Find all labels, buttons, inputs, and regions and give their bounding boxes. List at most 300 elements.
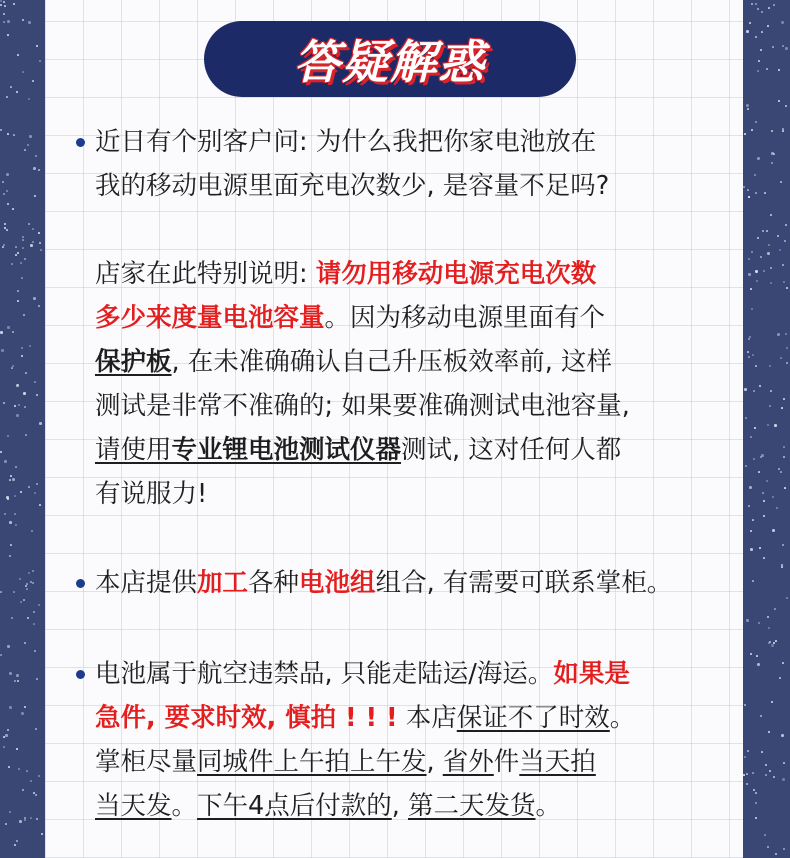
star-speck [7, 645, 10, 648]
star-speck [772, 46, 774, 48]
star-speck [746, 30, 749, 33]
star-speck [768, 7, 770, 9]
star-speck [9, 672, 12, 675]
text-line [95, 259, 596, 289]
star-speck [753, 458, 755, 460]
star-speck [9, 555, 11, 557]
star-speck [767, 252, 770, 255]
text-line [95, 791, 561, 821]
highlight-text: 多少来度量电池容量 [95, 303, 325, 333]
body-text: 下午4点后付款的 [197, 791, 392, 821]
star-speck [28, 223, 30, 225]
star-speck [24, 149, 26, 151]
star-speck [770, 282, 772, 284]
star-speck [767, 846, 769, 848]
bullet-dot [76, 138, 85, 147]
star-speck [748, 356, 750, 358]
star-speck [766, 480, 768, 482]
star-speck [770, 390, 772, 392]
star-speck [0, 129, 2, 131]
body-text: 件 [493, 747, 520, 777]
star-speck [763, 557, 765, 559]
star-speck [7, 133, 9, 135]
star-speck [760, 49, 762, 51]
star-speck [755, 270, 758, 273]
star-speck [2, 181, 4, 183]
star-speck [20, 262, 22, 264]
star-speck [752, 580, 754, 582]
text-line [95, 347, 612, 377]
star-speck [34, 650, 36, 652]
star-speck [32, 241, 34, 243]
star-speck [8, 766, 10, 768]
star-speck [752, 772, 754, 774]
star-speck [761, 31, 763, 33]
star-speck [764, 192, 766, 194]
star-speck [6, 190, 8, 192]
body-text: 测试是非常不准确的; 如果要准确测试电池容量, [95, 391, 630, 421]
star-speck [30, 244, 33, 247]
star-speck [38, 775, 40, 777]
star-speck [32, 570, 34, 572]
star-speck [786, 287, 788, 289]
star-speck [781, 407, 783, 409]
star-speck [768, 642, 770, 644]
star-speck [21, 712, 24, 715]
star-speck [33, 623, 35, 625]
star-speck [786, 347, 788, 349]
star-speck [7, 203, 9, 205]
star-speck [14, 405, 16, 407]
star-speck [758, 471, 760, 473]
star-speck [744, 704, 746, 706]
star-speck [763, 270, 765, 272]
star-speck [744, 133, 746, 135]
star-speck [781, 566, 783, 568]
star-speck [29, 135, 32, 138]
star-speck [18, 404, 20, 406]
star-speck [6, 229, 8, 231]
star-speck [757, 237, 759, 239]
star-speck [21, 347, 23, 349]
star-speck [35, 728, 37, 730]
star-speck [777, 235, 779, 237]
body-text: , [391, 791, 408, 821]
star-speck [17, 252, 19, 254]
page-title: 答疑解惑 [294, 35, 486, 89]
star-speck [0, 4, 2, 6]
star-speck [36, 45, 38, 47]
star-speck [766, 68, 768, 70]
star-speck [749, 22, 751, 24]
star-speck [748, 505, 750, 507]
star-speck [12, 208, 14, 210]
star-speck [11, 617, 13, 619]
highlight-text: 电池组 [299, 568, 376, 598]
text-line [95, 747, 596, 777]
star-speck [764, 834, 766, 836]
star-speck [6, 96, 8, 98]
body-text: 保护板 [95, 347, 172, 377]
star-speck [778, 468, 780, 470]
star-speck [16, 840, 18, 842]
star-speck [38, 604, 40, 606]
star-speck [778, 100, 780, 102]
star-speck [4, 5, 6, 7]
star-speck [767, 25, 769, 27]
star-speck [750, 436, 752, 438]
star-speck [27, 144, 29, 146]
star-speck [757, 157, 760, 160]
text-line [95, 568, 672, 598]
star-speck [14, 495, 16, 497]
body-text: , 在未准确确认自己升压板效率前, 这样 [171, 347, 612, 377]
star-speck [755, 3, 757, 5]
star-speck [39, 242, 41, 244]
star-speck [30, 581, 32, 583]
star-speck [782, 544, 784, 546]
star-speck [18, 768, 20, 770]
star-speck [770, 267, 772, 269]
star-speck [13, 591, 15, 593]
star-speck [782, 778, 785, 781]
star-speck [19, 578, 21, 580]
star-speck [7, 20, 10, 23]
star-speck [761, 454, 764, 457]
star-speck [771, 701, 773, 703]
star-speck [28, 572, 30, 574]
star-speck [761, 751, 763, 753]
star-speck [30, 780, 32, 782]
star-speck [755, 36, 757, 38]
star-speck [24, 258, 26, 260]
star-speck [751, 129, 753, 131]
star-speck [24, 406, 26, 408]
star-speck [745, 465, 747, 467]
body-text: 本店 [397, 703, 457, 733]
star-speck [749, 486, 752, 489]
body-text: 组合, 有需要可联系掌柜。 [375, 568, 673, 598]
highlight-text: 如果是 [553, 659, 630, 689]
star-speck [782, 662, 784, 664]
star-speck [4, 223, 6, 225]
star-speck [15, 254, 17, 256]
body-text: 。因为移动电源里面有个 [324, 303, 606, 333]
star-speck [771, 152, 774, 155]
star-speck [0, 451, 2, 453]
star-speck [10, 544, 12, 546]
star-speck [20, 601, 22, 603]
star-speck [760, 715, 762, 717]
star-speck [15, 246, 17, 248]
star-speck [752, 354, 754, 356]
star-speck [5, 734, 8, 737]
star-speck [13, 134, 15, 136]
body-text: 请使用 [95, 435, 172, 465]
star-speck [746, 783, 748, 785]
star-speck [14, 844, 16, 846]
body-text: 掌柜尽量 [95, 747, 198, 777]
star-speck [33, 297, 36, 300]
star-speck [748, 196, 750, 198]
star-speck [38, 169, 40, 171]
star-speck [22, 239, 24, 241]
star-speck [786, 597, 788, 599]
star-speck [771, 162, 773, 164]
text-line [95, 303, 605, 333]
text-line [95, 435, 621, 465]
star-speck [26, 770, 28, 772]
text-line [95, 127, 596, 157]
star-speck [786, 362, 788, 364]
star-speck [9, 479, 11, 481]
star-speck [769, 405, 771, 407]
highlight-text: 急件, 要求时效, 慎拍 ! ! ! [95, 703, 398, 733]
star-speck [32, 228, 34, 230]
body-text: 我的移动电源里面充电次数少, 是容量不足吗? [95, 171, 610, 201]
star-speck [756, 655, 758, 657]
star-speck [13, 3, 15, 5]
star-speck [758, 60, 760, 62]
star-speck [755, 817, 757, 819]
body-text: 。 [535, 791, 562, 821]
star-speck [7, 729, 9, 731]
star-speck [36, 818, 38, 820]
star-speck [24, 642, 26, 644]
star-speck [12, 478, 15, 481]
star-speck [25, 372, 27, 374]
star-speck [762, 492, 764, 494]
star-speck [780, 357, 782, 359]
star-speck [15, 524, 17, 526]
star-speck [754, 427, 756, 429]
star-speck [783, 446, 785, 448]
star-speck [751, 308, 753, 310]
star-speck [5, 823, 7, 825]
star-speck [745, 417, 747, 419]
body-text: 有说服力! [95, 479, 208, 509]
star-speck [38, 305, 40, 307]
star-speck [28, 486, 30, 488]
star-speck [9, 706, 12, 709]
star-speck [774, 424, 777, 427]
star-speck [772, 529, 775, 532]
star-speck [760, 256, 762, 258]
star-speck [3, 193, 5, 195]
body-text: 保证不了时效 [456, 703, 610, 733]
star-speck [776, 507, 778, 509]
body-text: 本店提供 [95, 568, 198, 598]
star-speck [39, 422, 42, 425]
star-speck [767, 424, 769, 426]
star-speck [9, 811, 11, 813]
star-speck [748, 273, 751, 276]
star-speck [756, 280, 758, 282]
star-speck [784, 487, 786, 489]
star-speck [784, 240, 786, 242]
star-speck [16, 91, 18, 93]
star-speck [4, 460, 7, 463]
star-speck [750, 548, 753, 551]
star-speck [10, 475, 12, 477]
star-speck [33, 611, 35, 613]
star-speck [41, 833, 43, 835]
star-speck [779, 677, 781, 679]
star-speck [774, 608, 776, 610]
star-speck [23, 599, 25, 601]
star-speck [17, 54, 19, 56]
star-speck [768, 244, 770, 246]
body-text: 当天发 [95, 791, 172, 821]
star-speck [749, 336, 751, 338]
star-speck [11, 263, 13, 265]
body-text: 专业锂电池测试仪器 [171, 435, 402, 465]
text-line [95, 171, 609, 201]
star-speck [767, 616, 769, 618]
star-speck [0, 591, 2, 593]
star-speck [782, 264, 784, 266]
star-speck [746, 104, 749, 107]
body-text: 测试, 这对任何人都 [401, 435, 622, 465]
star-speck [21, 355, 23, 357]
star-speck [34, 381, 36, 383]
body-text: , [426, 747, 443, 777]
star-speck [31, 530, 33, 532]
star-speck [765, 764, 767, 766]
star-speck [778, 69, 780, 71]
star-speck [7, 435, 9, 437]
star-speck [782, 128, 784, 130]
star-speck [1, 349, 4, 352]
star-speck [32, 582, 34, 584]
body-text: 近日有个别客户问: 为什么我把你家电池放在 [95, 127, 597, 157]
star-speck [744, 388, 747, 391]
star-speck [29, 345, 31, 347]
star-speck [7, 34, 9, 36]
star-speck [748, 338, 750, 340]
text-line [95, 479, 207, 509]
star-speck [763, 500, 765, 502]
star-speck [780, 181, 782, 183]
star-speck [22, 236, 24, 238]
star-speck [755, 792, 757, 794]
star-speck [785, 105, 787, 107]
star-speck [23, 314, 25, 316]
title-banner [204, 21, 576, 97]
star-speck [783, 398, 785, 400]
star-speck [25, 434, 27, 436]
body-text: 当天拍 [519, 747, 596, 777]
star-speck [39, 60, 41, 62]
right-starry-border [743, 0, 790, 858]
star-speck [34, 492, 36, 494]
star-speck [770, 214, 772, 216]
star-speck [771, 644, 774, 647]
text-line [95, 391, 630, 421]
star-speck [773, 776, 775, 778]
star-speck [765, 774, 767, 776]
star-speck [15, 466, 17, 468]
star-speck [39, 504, 41, 506]
star-speck [36, 678, 38, 680]
star-speck [0, 654, 2, 656]
star-speck [10, 86, 12, 88]
star-speck [783, 762, 785, 764]
star-speck [744, 756, 746, 758]
star-speck [781, 564, 783, 566]
star-speck [785, 47, 788, 50]
star-speck [759, 385, 761, 387]
star-speck [750, 530, 752, 532]
star-speck [781, 21, 784, 24]
star-speck [23, 392, 26, 395]
star-speck [750, 653, 752, 655]
star-speck [16, 674, 19, 677]
star-speck [757, 70, 759, 72]
star-speck [757, 8, 759, 10]
star-speck [769, 770, 771, 772]
body-text: 电池属于航空违禁品, 只能走陆运/海运。 [95, 659, 554, 689]
bullet-dot [76, 579, 85, 588]
star-speck [3, 1, 5, 3]
star-speck [7, 498, 9, 500]
star-speck [773, 4, 775, 6]
body-text: 省外 [442, 747, 494, 777]
star-speck [34, 195, 36, 197]
left-starry-border [0, 0, 45, 858]
star-speck [6, 173, 9, 176]
star-speck [35, 794, 37, 796]
star-speck [766, 230, 768, 232]
star-speck [785, 224, 787, 226]
star-speck [33, 792, 35, 794]
star-speck [3, 402, 5, 404]
star-speck [781, 734, 784, 737]
star-speck [4, 513, 6, 515]
star-speck [755, 121, 757, 123]
star-speck [775, 640, 777, 642]
star-speck [746, 619, 749, 622]
star-speck [12, 331, 14, 333]
star-speck [755, 365, 757, 367]
star-speck [754, 174, 756, 176]
star-speck [751, 251, 753, 253]
text-line [95, 703, 635, 733]
star-speck [758, 622, 760, 624]
star-speck [757, 663, 760, 666]
star-speck [16, 414, 19, 417]
star-speck [35, 155, 37, 157]
star-speck [780, 471, 782, 473]
star-speck [12, 365, 14, 367]
body-text: 。 [171, 791, 198, 821]
star-speck [22, 71, 24, 73]
star-speck [27, 617, 29, 619]
star-speck [746, 773, 748, 775]
star-speck [748, 258, 750, 260]
body-text: 各种 [248, 568, 300, 598]
star-speck [779, 249, 781, 251]
body-text: 。 [609, 703, 636, 733]
star-speck [777, 333, 780, 336]
star-speck [763, 515, 765, 517]
star-speck [36, 483, 38, 485]
star-speck [768, 627, 770, 629]
star-speck [26, 588, 28, 590]
star-speck [755, 802, 757, 804]
star-speck [11, 367, 13, 369]
star-speck [17, 384, 19, 386]
